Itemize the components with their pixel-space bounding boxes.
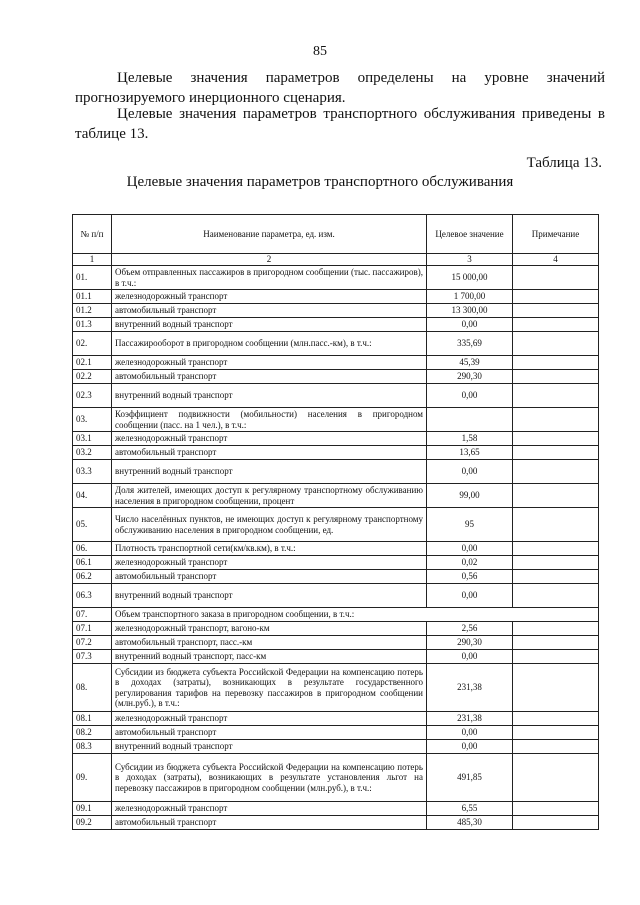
row-number: 08.1: [73, 712, 112, 726]
row-note: [513, 622, 599, 636]
row-note: [513, 542, 599, 556]
row-note: [513, 318, 599, 332]
row-target-value: 0,00: [427, 726, 513, 740]
index-cell: 1: [73, 254, 112, 266]
row-note: [513, 332, 599, 356]
row-parameter-name: Коэффициент подвижности (мобильности) населения в пригородном сообщении (пасс. на 1 чел.), в т.ч.:: [112, 408, 427, 432]
table-row: [73, 584, 599, 608]
row-target-value: 13,65: [427, 446, 513, 460]
row-number: 01.: [73, 266, 112, 290]
row-parameter-name: Пассажирооборот в пригородном сообщении (млн.пасс.-км), в т.ч.:: [112, 332, 427, 356]
row-target-value: 290,30: [427, 370, 513, 384]
row-parameter-name: автомобильный транспорт: [112, 370, 427, 384]
row-parameter-name: внутренний водный транспорт: [112, 318, 427, 332]
table-row: [73, 622, 599, 636]
row-target-value: 95: [427, 508, 513, 542]
table-row: [73, 356, 599, 370]
row-target-value: 335,69: [427, 332, 513, 356]
row-parameter-name: железнодорожный транспорт: [112, 290, 427, 304]
row-parameter-name: железнодорожный транспорт: [112, 356, 427, 370]
row-note: [513, 584, 599, 608]
table-row: [73, 664, 599, 712]
row-parameter-name: внутренний водный транспорт: [112, 584, 427, 608]
row-note: [513, 432, 599, 446]
header-value: Целевое значение: [427, 215, 513, 254]
row-number: 01.1: [73, 290, 112, 304]
row-target-value: 2,56: [427, 622, 513, 636]
column-index-row: [73, 254, 599, 266]
row-note: [513, 384, 599, 408]
row-target-value: 6,55: [427, 802, 513, 816]
table-row: [73, 432, 599, 446]
row-parameter-name: внутренний водный транспорт: [112, 460, 427, 484]
row-target-value: 231,38: [427, 712, 513, 726]
intro-line-1: Целевые значения параметров определены на уровне значений: [117, 70, 605, 86]
row-target-value: 1,58: [427, 432, 513, 446]
row-target-value: 290,30: [427, 636, 513, 650]
row-parameter-name: Объем транспортного заказа в пригородном сообщении, в т.ч.:: [112, 608, 599, 622]
row-number: 04.: [73, 484, 112, 508]
row-number: 03.1: [73, 432, 112, 446]
table-row: [73, 266, 599, 290]
row-target-value: 0,56: [427, 570, 513, 584]
row-target-value: 0,02: [427, 556, 513, 570]
row-note: [513, 556, 599, 570]
row-target-value: 0,00: [427, 384, 513, 408]
row-target-value: 0,00: [427, 318, 513, 332]
row-parameter-name: Субсидии из бюджета субъекта Российской Федерации на компенсацию потерь в доходах (затраты), возникающих в результате государственного регулирования тарифов на перевозку пассажиров в пригородном сообщении (млн.руб.), в т.ч.:: [112, 664, 427, 712]
table-row: [73, 484, 599, 508]
row-parameter-name: железнодорожный транспорт, вагоно-км: [112, 622, 427, 636]
row-number: 05.: [73, 508, 112, 542]
row-target-value: 45,39: [427, 356, 513, 370]
row-target-value: 0,00: [427, 460, 513, 484]
row-number: 06.: [73, 542, 112, 556]
row-number: 06.2: [73, 570, 112, 584]
row-note: [513, 508, 599, 542]
table-row: [73, 304, 599, 318]
row-parameter-name: автомобильный транспорт, пасс.-км: [112, 636, 427, 650]
row-parameter-name: Доля жителей, имеющих доступ к регулярному транспортному обслуживанию населения в пригородном сообщении, процент: [112, 484, 427, 508]
table-header-row: [73, 215, 599, 254]
intro-paragraph: [75, 68, 605, 108]
table-row: [73, 460, 599, 484]
row-target-value: 0,00: [427, 542, 513, 556]
row-note: [513, 408, 599, 432]
row-number: 06.3: [73, 584, 112, 608]
row-number: 08.2: [73, 726, 112, 740]
row-note: [513, 570, 599, 584]
table-title: Целевые значения параметров транспортного обслуживания: [126, 174, 514, 190]
row-parameter-name: автомобильный транспорт: [112, 304, 427, 318]
row-parameter-name: Субсидии из бюджета субъекта Российской Федерации на компенсацию потерь в доходах (затраты), возникающих в результате установления льгот на перевозку пассажиров в пригородном сообщении (млн.руб.), в т.ч.:: [112, 754, 427, 802]
table-row: [73, 570, 599, 584]
parameters-table: [72, 214, 599, 830]
table-row: [73, 446, 599, 460]
row-parameter-name: автомобильный транспорт: [112, 726, 427, 740]
row-parameter-name: Объем отправленных пассажиров в пригородном сообщении (тыс. пассажиров), в т.ч.:: [112, 266, 427, 290]
row-target-value: 99,00: [427, 484, 513, 508]
row-number: 07.: [73, 608, 112, 622]
table-row: [73, 740, 599, 754]
row-parameter-name: автомобильный транспорт: [112, 816, 427, 830]
table-row: [73, 712, 599, 726]
row-note: [513, 712, 599, 726]
row-number: 06.1: [73, 556, 112, 570]
row-number: 02.2: [73, 370, 112, 384]
row-note: [513, 460, 599, 484]
row-note: [513, 446, 599, 460]
table-caption: Таблица 13.: [526, 155, 602, 171]
row-note: [513, 664, 599, 712]
table-row: [73, 508, 599, 542]
row-target-value: 0,00: [427, 584, 513, 608]
row-number: 01.3: [73, 318, 112, 332]
table-row: [73, 318, 599, 332]
row-note: [513, 754, 599, 802]
row-number: 07.3: [73, 650, 112, 664]
row-note: [513, 290, 599, 304]
row-parameter-name: Число населённых пунктов, не имеющих доступ к регулярному транспортному обслуживанию населения в пригородном сообщении, ед.: [112, 508, 427, 542]
table-row: [73, 816, 599, 830]
index-cell: 4: [513, 254, 599, 266]
row-parameter-name: внутренний водный транспорт: [112, 740, 427, 754]
row-parameter-name: железнодорожный транспорт: [112, 432, 427, 446]
row-note: [513, 484, 599, 508]
row-number: 02.1: [73, 356, 112, 370]
row-note: [513, 266, 599, 290]
row-number: 07.1: [73, 622, 112, 636]
table-row: [73, 556, 599, 570]
row-target-value: 0,00: [427, 650, 513, 664]
row-number: 08.3: [73, 740, 112, 754]
row-number: 07.2: [73, 636, 112, 650]
table-row: [73, 754, 599, 802]
header-note: Примечание: [513, 215, 599, 254]
row-note: [513, 636, 599, 650]
row-target-value: 13 300,00: [427, 304, 513, 318]
row-number: 01.2: [73, 304, 112, 318]
table-row: [73, 542, 599, 556]
row-target-value: [427, 408, 513, 432]
table-row: [73, 332, 599, 356]
row-note: [513, 802, 599, 816]
row-target-value: 231,38: [427, 664, 513, 712]
row-parameter-name: автомобильный транспорт: [112, 570, 427, 584]
table-row: [73, 726, 599, 740]
table-row: [73, 608, 599, 622]
row-target-value: 0,00: [427, 740, 513, 754]
row-parameter-name: автомобильный транспорт: [112, 446, 427, 460]
row-note: [513, 304, 599, 318]
row-target-value: 1 700,00: [427, 290, 513, 304]
table-row: [73, 802, 599, 816]
row-parameter-name: Плотность транспортной сети(км/кв.км), в т.ч.:: [112, 542, 427, 556]
row-target-value: 491,85: [427, 754, 513, 802]
row-number: 09.2: [73, 816, 112, 830]
header-name: Наименование параметра, ед. изм.: [112, 215, 427, 254]
index-cell: 3: [427, 254, 513, 266]
table-row: [73, 636, 599, 650]
row-parameter-name: железнодорожный транспорт: [112, 712, 427, 726]
row-note: [513, 740, 599, 754]
row-note: [513, 816, 599, 830]
row-number: 02.: [73, 332, 112, 356]
row-number: 03.2: [73, 446, 112, 460]
row-number: 09.1: [73, 802, 112, 816]
row-number: 02.3: [73, 384, 112, 408]
table-reference-paragraph: Целевые значения параметров транспортного обслуживания приведены в таблице 13.: [75, 106, 605, 142]
row-note: [513, 650, 599, 664]
row-target-value: 15 000,00: [427, 266, 513, 290]
page-number: 85: [313, 44, 327, 59]
table-row: [73, 384, 599, 408]
table-row: [73, 650, 599, 664]
row-parameter-name: внутренний водный транспорт, пасс-км: [112, 650, 427, 664]
row-number: 08.: [73, 664, 112, 712]
table-row: [73, 370, 599, 384]
header-num: № п/п: [73, 215, 112, 254]
index-cell: 2: [112, 254, 427, 266]
row-number: 09.: [73, 754, 112, 802]
row-number: 03.: [73, 408, 112, 432]
row-parameter-name: железнодорожный транспорт: [112, 802, 427, 816]
table-row: [73, 290, 599, 304]
row-note: [513, 370, 599, 384]
row-parameter-name: железнодорожный транспорт: [112, 556, 427, 570]
row-target-value: 485,30: [427, 816, 513, 830]
row-number: 03.3: [73, 460, 112, 484]
intro-line-2: прогнозируемого инерционного сценария.: [75, 90, 346, 106]
row-parameter-name: внутренний водный транспорт: [112, 384, 427, 408]
row-note: [513, 726, 599, 740]
table-row: [73, 408, 599, 432]
row-note: [513, 356, 599, 370]
